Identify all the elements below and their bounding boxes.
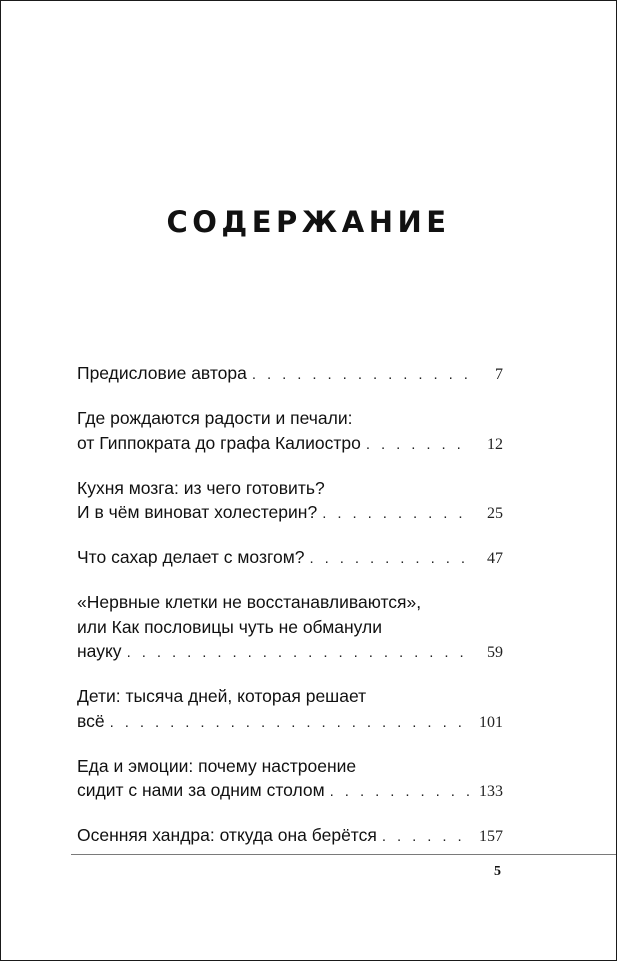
dot-leader	[127, 641, 471, 666]
toc-entry-last-line	[77, 709, 503, 736]
toc-entry-last-line	[77, 361, 503, 388]
toc-entry-last-line	[77, 778, 503, 805]
toc-entry-title-line: Дети: тысяча дней, которая решает	[77, 686, 367, 706]
toc-entry-last-line	[77, 431, 503, 458]
toc-entry-title-line: всё	[77, 710, 105, 731]
toc-entry-title-line: Где рождаются радости и печали:	[77, 408, 353, 428]
toc-entry-last-line	[77, 545, 503, 572]
toc-entry-title-line: от Гиппократа до графа Калиостро	[77, 432, 361, 453]
toc-entry	[77, 361, 503, 388]
toc-page-number: 7	[495, 366, 503, 383]
page-number: 5	[494, 864, 501, 879]
toc-entry-title-line: или Как пословицы чуть не обманули	[77, 616, 382, 637]
dot-leader	[322, 502, 471, 527]
toc-entry-title-line: «Нервные клетки не восстанавливаются»,	[77, 592, 422, 612]
toc-entry	[77, 545, 503, 572]
toc-page-number: 25	[487, 505, 503, 522]
page-title: СОДЕРЖАНИЕ	[166, 205, 451, 239]
dot-leader	[309, 547, 471, 572]
toc-entry-title-line: Кухня мозга: из чего готовить?	[77, 477, 325, 498]
footer-rule	[71, 854, 616, 855]
toc-entry-title-line: Предисловие автора	[77, 363, 247, 383]
toc-entry	[77, 476, 503, 527]
toc-entry-last-line	[77, 639, 503, 666]
toc-entry-title-line: науку	[77, 641, 122, 661]
toc-entry	[77, 684, 503, 735]
toc-entry-title-line: Еда и эмоции: почему настроение	[77, 755, 357, 776]
toc-entry	[77, 754, 503, 805]
toc-entry-title-line: сидит с нами за одним столом	[77, 780, 325, 800]
toc-entry-last-line	[77, 823, 503, 850]
toc-entry	[77, 823, 503, 850]
toc-page-number: 12	[487, 435, 503, 453]
toc-entry-title-line: Осенняя хандра: откуда она берётся	[77, 825, 377, 845]
dot-leader	[366, 433, 471, 458]
toc-entry-last-line	[77, 500, 503, 527]
toc-page-number: 157	[479, 828, 503, 845]
toc-entry-title-line: Что сахар делает с мозгом?	[77, 547, 305, 567]
dot-leader	[330, 780, 469, 805]
dot-leader	[110, 711, 469, 736]
dot-leader	[382, 825, 469, 850]
toc-entry	[77, 406, 503, 457]
toc-page-number: 47	[487, 550, 503, 567]
toc-page-number: 59	[487, 644, 503, 661]
dot-leader	[252, 363, 471, 388]
toc-page-number: 101	[479, 713, 503, 731]
table-of-contents	[77, 361, 503, 868]
toc-page-number: 133	[479, 783, 503, 800]
toc-entry	[77, 590, 503, 666]
toc-entry-title-line: И в чём виноват холестерин?	[77, 502, 318, 522]
